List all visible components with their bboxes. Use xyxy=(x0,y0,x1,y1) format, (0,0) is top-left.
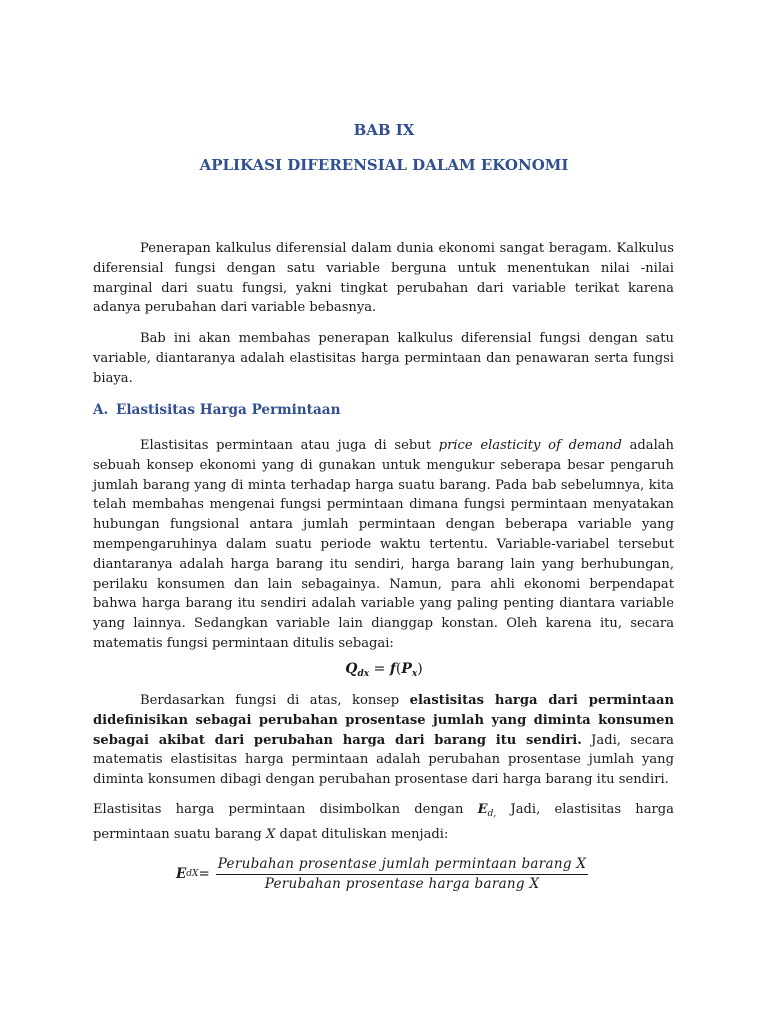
section-title: Elastisitas Harga Permintaan xyxy=(116,402,341,418)
p3-symbol: E xyxy=(477,802,488,817)
p3-text-1: Elastisitas harga permintaan disimbolkan dengan xyxy=(93,802,478,817)
p1-text-start: Elastisitas permintaan atau juga di sebut xyxy=(140,438,439,453)
eq2-denominator: Perubahan prosentase harga barang X xyxy=(264,876,540,892)
p3-var: X xyxy=(265,826,276,842)
section-paragraph-3 xyxy=(93,800,674,845)
eq2-lhs: E xyxy=(176,866,187,882)
chapter-number: BAB IX xyxy=(353,121,415,139)
eq1-equals: = xyxy=(369,661,390,677)
section-number: A. xyxy=(93,402,109,418)
p3-text-2: Jadi, elastisitas harga permintaan suatu barang xyxy=(93,802,674,842)
eq1-f: f xyxy=(389,661,396,677)
eq1-var-sub: x xyxy=(411,669,418,679)
section-heading xyxy=(93,402,340,418)
section-paragraph-1 xyxy=(93,436,674,654)
p1-text-end: adalah sebuah konsep ekonomi yang di gunakan untuk mengukur seberapa besar pengaruh jumlah barang yang di minta terhadap harga suatu barang. Pada bab sebelumnya, kita telah membahas mengenai fungsi permintaan dimana fungsi permintaan menyatakan hubungan fungsional antara jumlah permintaan dengan beberapa variable yang mempengaruhinya dalam suatu periode waktu tertentu. Variable-variabel tersebut diantaranya adalah harga barang itu sendiri, harga barang lain yang berhubungan, perilaku konsumen dan lain sebagainya. Namun, para ahli ekonomi berpendapat bahwa harga barang itu sendiri adalah variable yang paling penting diantara variable yang lainnya. Sedangkan variable lain dianggap konstan. Oleh karena itu, secara matematis fungsi permintaan ditulis sebagai: xyxy=(93,438,674,651)
eq1-lhs: Q xyxy=(345,661,358,677)
p2-text-start: Berdasarkan fungsi di atas, konsep xyxy=(140,693,410,708)
section-paragraph-2 xyxy=(93,691,674,790)
eq1-close: ) xyxy=(417,661,423,677)
eq2-numerator: Perubahan prosentase jumlah permintaan barang X xyxy=(216,856,589,875)
eq2-lhs-sub: dX xyxy=(186,869,199,879)
intro-paragraph-2: Bab ini akan membahas penerapan kalkulus diferensial fungsi dengan satu variable, diantaranya adalah elastisitas harga permintaan dan penawaran serta fungsi biaya. xyxy=(93,331,674,386)
chapter-title: APLIKASI DIFERENSIAL DALAM EKONOMI xyxy=(199,156,569,174)
eq1-lhs-sub: dx xyxy=(357,669,370,679)
elasticity-formula xyxy=(176,856,588,892)
intro-paragraph-1: Penerapan kalkulus diferensial dalam dunia ekonomi sangat beragam. Kalkulus diferensial fungsi dengan satu variable berguna untuk menentukan nilai -nilai marginal dari suatu fungsi, yakni tingkat perubahan dari variable terikat karena adanya perubahan dari variable bebasnya. xyxy=(93,241,674,316)
p3-symbol-sub: d, xyxy=(487,809,497,819)
p3-text-3: dapat dituliskan menjadi: xyxy=(275,826,449,842)
eq1-var: P xyxy=(401,661,412,677)
p1-italic-term: price elasticity of demand xyxy=(438,438,622,453)
eq2-equals: = xyxy=(198,866,210,882)
demand-function-equation xyxy=(0,661,768,679)
p2-text-end: Jadi, secara matematis elastisitas harga permintaan adalah perubahan prosentase jumlah yang diminta konsumen dibagi dengan perubahan prosentase dari harga barang itu sendiri. xyxy=(93,732,674,788)
eq1-open: ( xyxy=(395,661,402,677)
p2-bold-definition: elastisitas harga dari permintaan didefinisikan sebagai perubahan prosentase jumlah yang diminta konsumen sebagai akibat dari perubahan harga dari barang itu sendiri. xyxy=(93,693,674,748)
eq2-fraction xyxy=(216,856,589,892)
